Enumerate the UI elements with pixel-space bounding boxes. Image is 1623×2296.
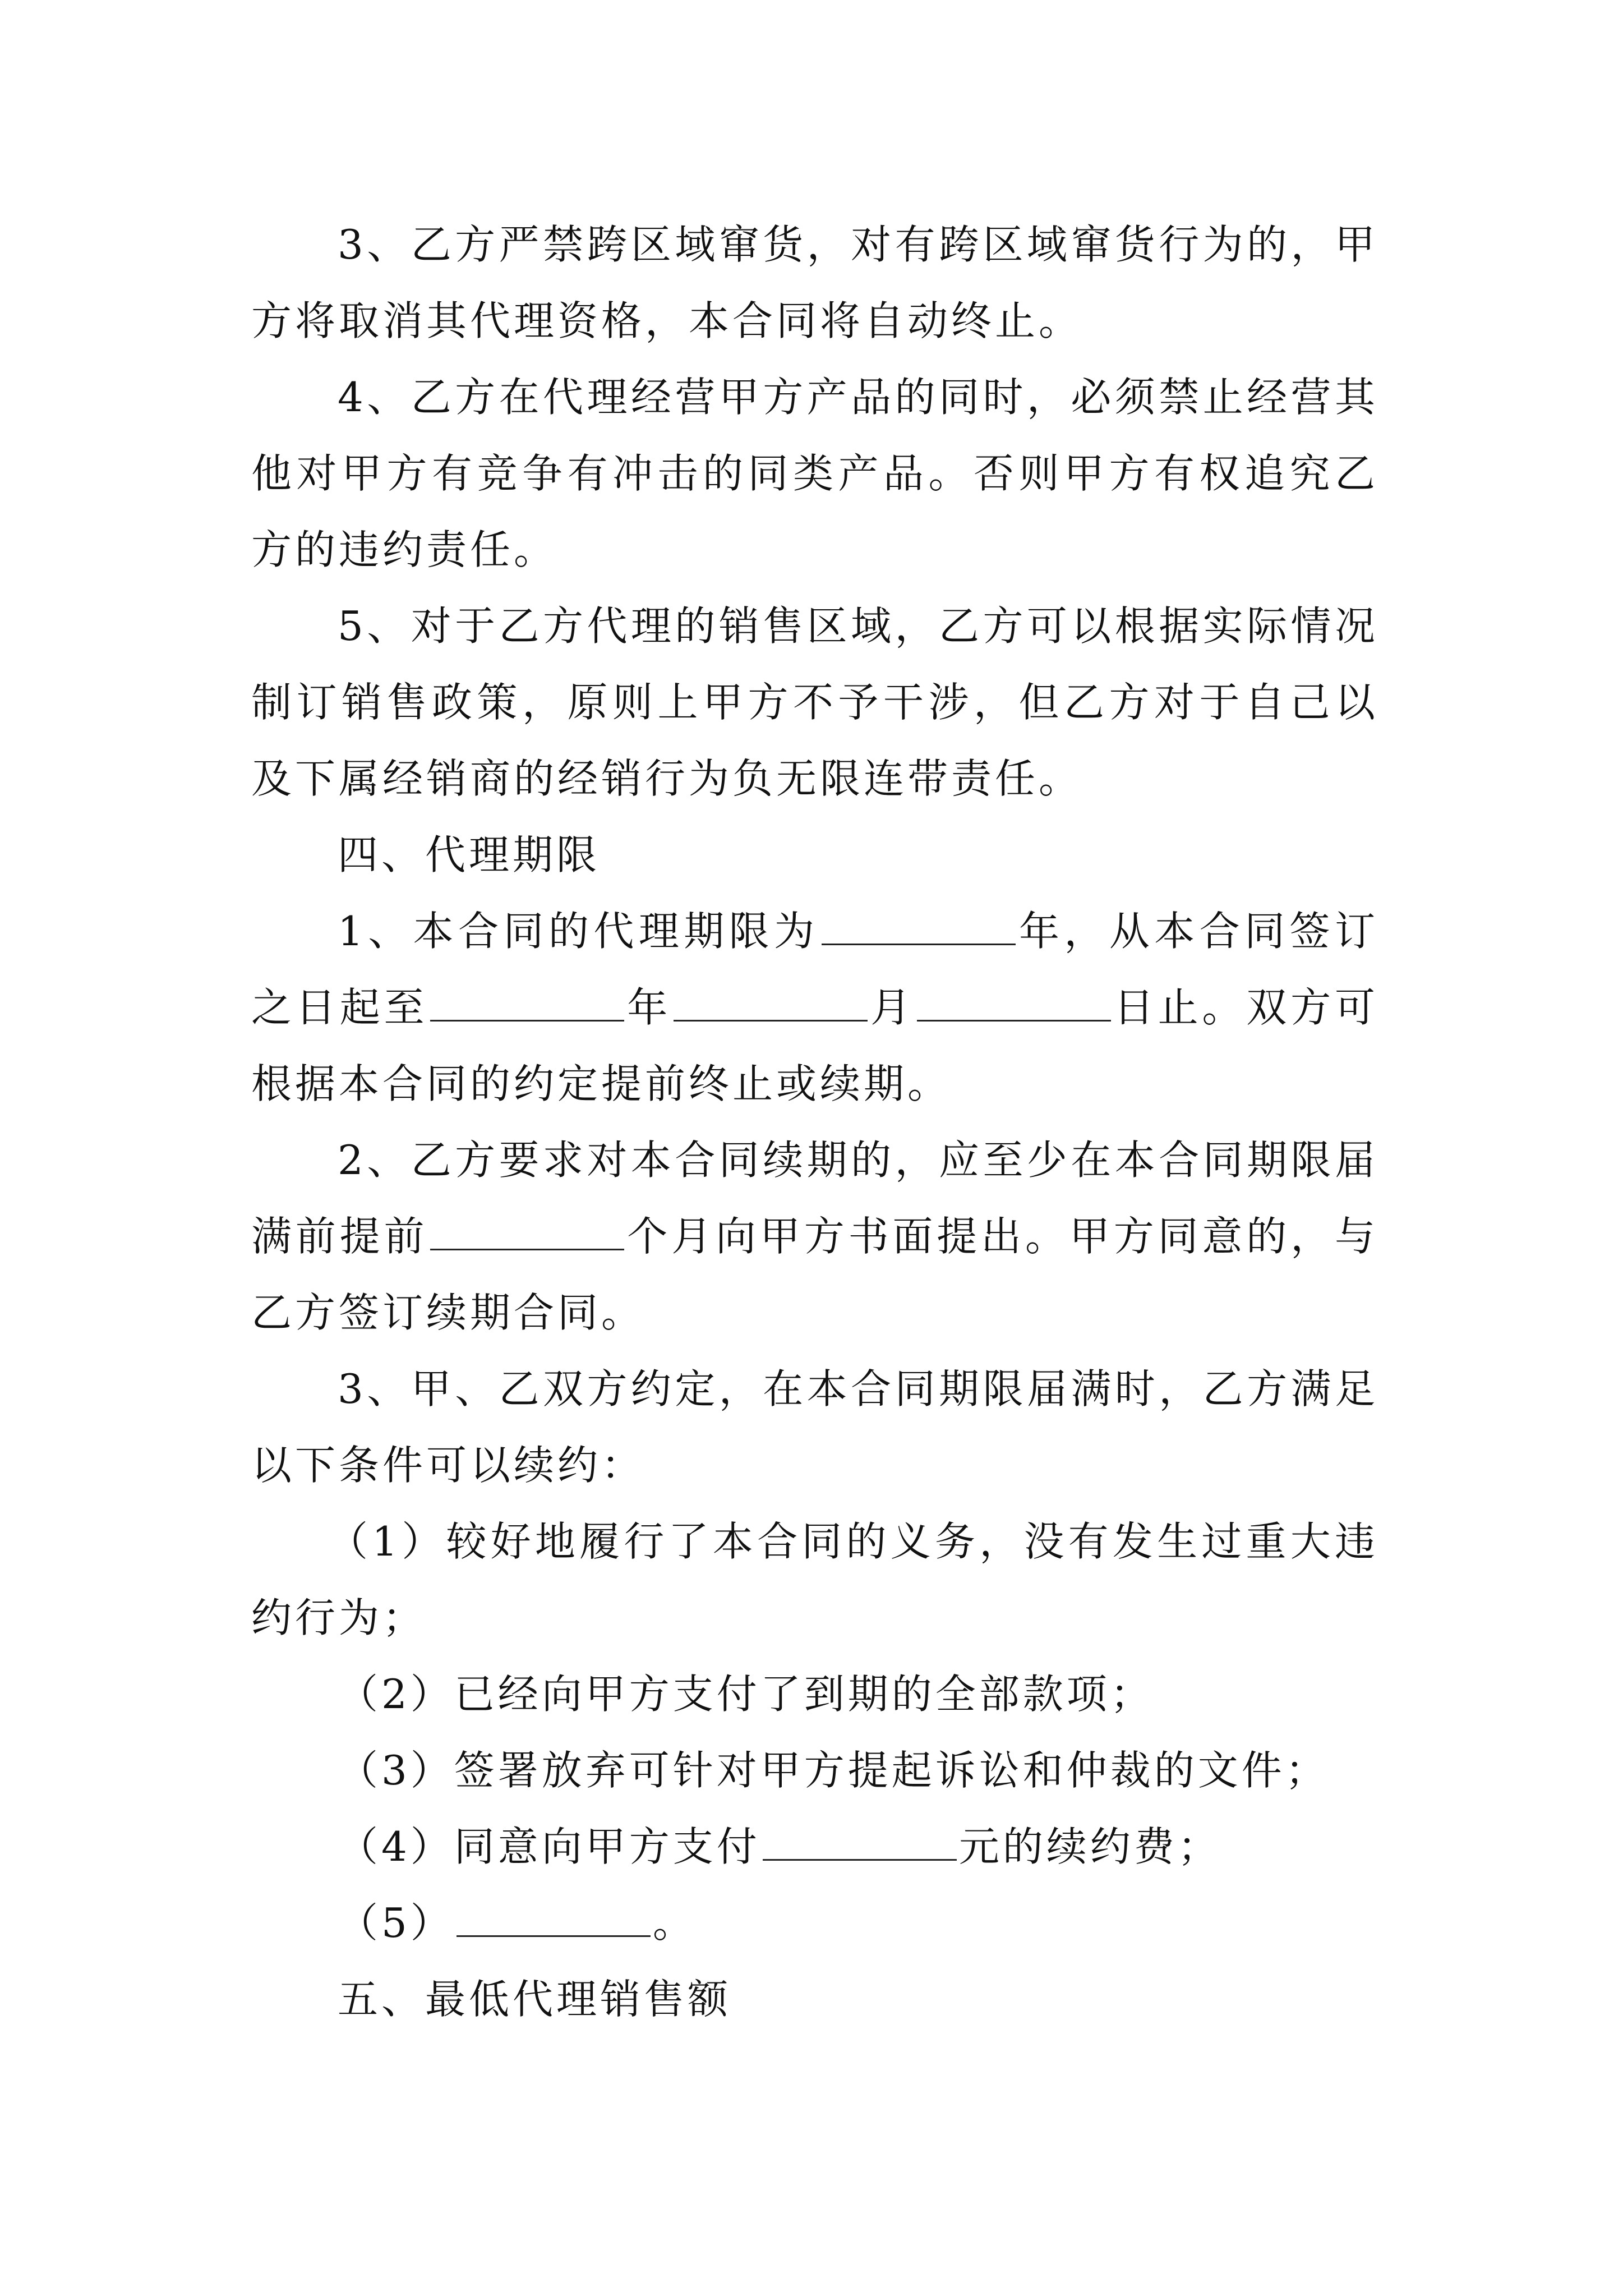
renewal-condition-1: （1）较好地履行了本合同的义务，没有发生过重大违约行为；: [251, 1518, 1378, 1641]
term-clause-1-text-e: 日止。双方可根据本合同的约定提前终止或续期。: [251, 984, 1378, 1107]
renewal-condition-2: （2）已经向甲方支付了到期的全部款项；: [338, 1671, 1154, 1718]
section-heading-minimum-sales: 五、最低代理销售额: [338, 1976, 732, 2023]
clause-4-competing-products: 4、乙方在代理经营甲方产品的同时，必须禁止经营其他对甲方有竞争有冲击的同类产品。否则甲方有权追究乙方的违约责任。: [251, 374, 1378, 573]
blank-line: [430, 1215, 624, 1250]
document-body: [251, 206, 1378, 2037]
section-heading-agency-term: 四、代理期限: [338, 831, 601, 878]
term-clause-1-text-b: 年，从本合同签订之日起至: [251, 908, 1378, 1031]
renewal-condition-4-text-b: 元的续约费；: [958, 1823, 1221, 1870]
term-clause-1-text-c: 年: [626, 984, 672, 1031]
blank-line: [457, 1902, 651, 1937]
clause-5-sales-policy: 5、对于乙方代理的销售区域，乙方可以根据实际情况制订销售政策，原则上甲方不予干涉，但乙方对于自己以及下属经销商的经销行为负无限连带责任。: [251, 602, 1378, 802]
blank-line: [430, 986, 624, 1022]
renewal-condition-5: [251, 1885, 1378, 1961]
blank-line: [763, 1825, 957, 1861]
term-clause-1-text-a: 1、本合同的代理期限为: [338, 908, 819, 955]
term-clause-1-text-d: 月: [870, 984, 915, 1031]
blank-line: [822, 910, 1016, 945]
term-clause-2-text-b: 个月向甲方书面提出。甲方同意的，与乙方签订续期合同。: [251, 1213, 1378, 1336]
term-clause-2: [251, 1122, 1378, 1351]
term-clause-2-text-a: 2、乙方要求对本合同续期的，应至少在本合同期限届满前提前: [251, 1137, 1378, 1260]
renewal-condition-5-text-a: （5）: [338, 1899, 454, 1947]
blank-line: [917, 986, 1111, 1022]
term-clause-1: [251, 893, 1378, 1122]
renewal-condition-5-text-b: 。: [652, 1899, 697, 1947]
renewal-condition-4: [251, 1809, 1378, 1885]
term-clause-3: 3、甲、乙双方约定，在本合同期限届满时，乙方满足以下条件可以续约：: [251, 1365, 1378, 1489]
clause-3-cross-region: 3、乙方严禁跨区域窜货，对有跨区域窜货行为的，甲方将取消其代理资格，本合同将自动终止。: [251, 221, 1378, 344]
blank-line: [674, 986, 868, 1022]
renewal-condition-4-text-a: （4）同意向甲方支付: [338, 1823, 760, 1870]
renewal-condition-3: （3）签署放弃可针对甲方提起诉讼和仲裁的文件；: [338, 1747, 1329, 1794]
